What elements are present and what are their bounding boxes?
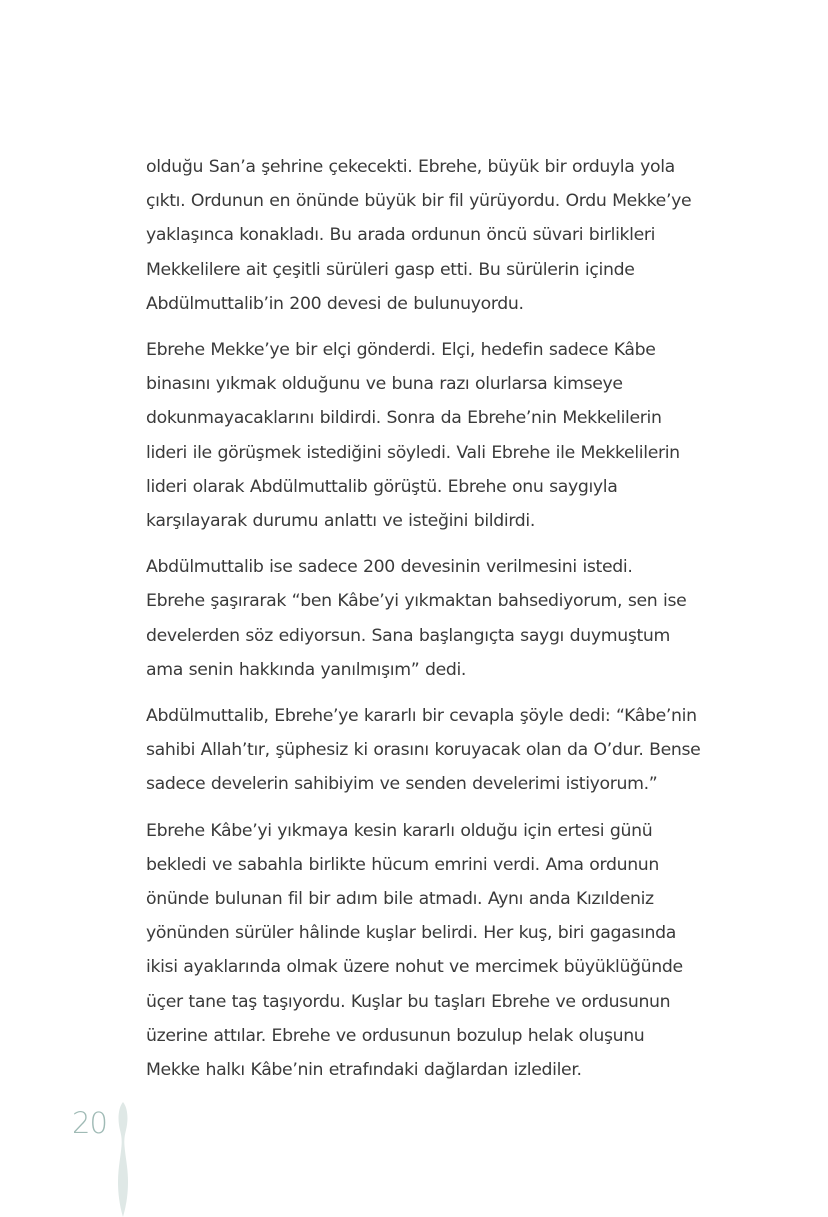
text-line: yaklaşınca konakladı. Bu arada ordunun öncü süvari birlikleri bbox=[146, 225, 656, 246]
text-line: dokunmayacaklarını bildirdi. Sonra da Ebrehe’nin Mekkelilerin bbox=[146, 408, 662, 429]
page-number: 20 bbox=[72, 1106, 107, 1140]
text-line: sadece develerin sahibiyim ve senden develerimi istiyorum.” bbox=[146, 774, 658, 795]
text-line: Ebrehe şaşırarak “ben Kâbe’yi yıkmaktan bahsediyorum, sen ise bbox=[146, 591, 687, 612]
text-line: Abdülmuttalib, Ebrehe’ye kararlı bir cevapla şöyle dedi: “Kâbe’nin bbox=[146, 706, 697, 727]
paragraph-4 bbox=[146, 699, 701, 802]
text-line: binasını yıkmak olduğunu ve buna razı olurlarsa kimseye bbox=[146, 374, 623, 395]
text-line: bekledi ve sabahla birlikte hücum emrini verdi. Ama ordunun bbox=[146, 854, 660, 875]
paragraph-5 bbox=[146, 814, 691, 1088]
text-line: yönünden sürüler hâlinde kuşlar belirdi. Her kuş, biri gagasında bbox=[146, 923, 676, 944]
paragraph-2 bbox=[146, 333, 691, 538]
text-line: Abdülmuttalib ise sadece 200 devesinin verilmesini istedi. bbox=[146, 557, 633, 578]
body-text bbox=[146, 150, 701, 1099]
text-line: Mekkelilere ait çeşitli sürüleri gasp etti. Bu sürülerin içinde bbox=[146, 259, 635, 280]
text-line: karşılayarak durumu anlattı ve isteğini bildirdi. bbox=[146, 511, 535, 532]
text-line: develerden söz ediyorsun. Sana başlangıçta saygı duymuştum bbox=[146, 625, 671, 646]
page-ornament-icon bbox=[113, 1102, 133, 1217]
text-line: lideri ile görüşmek istediğini söyledi. Vali Ebrehe ile Mekkelilerin bbox=[146, 442, 680, 463]
paragraph-1 bbox=[146, 150, 691, 321]
text-line: lideri olarak Abdülmuttalib görüştü. Ebrehe onu saygıyla bbox=[146, 476, 618, 497]
text-line: Mekke halkı Kâbe’nin etrafındaki dağlardan izlediler. bbox=[146, 1060, 582, 1081]
text-line: olduğu San’a şehrine çekecekti. Ebrehe, büyük bir orduyla yola bbox=[146, 157, 675, 177]
text-line: ikisi ayaklarında olmak üzere nohut ve mercimek büyüklüğünde bbox=[146, 957, 683, 978]
text-line: Ebrehe Mekke’ye bir elçi gönderdi. Elçi, hedefin sadece Kâbe bbox=[146, 340, 656, 361]
text-line: sahibi Allah’tır, şüphesiz ki orasını koruyacak olan da O’dur. Bense bbox=[146, 740, 701, 761]
text-line: Abdülmuttalib’in 200 devesi de bulunuyordu. bbox=[146, 293, 524, 314]
text-line: önünde bulunan fil bir adım bile atmadı. Aynı anda Kızıldeniz bbox=[146, 889, 654, 910]
text-line: Ebrehe Kâbe’yi yıkmaya kesin kararlı olduğu için ertesi günü bbox=[146, 820, 653, 841]
text-line: ama senin hakkında yanılmışım” dedi. bbox=[146, 659, 467, 680]
text-line: üçer tane taş taşıyordu. Kuşlar bu taşları Ebrehe ve ordusunun bbox=[146, 991, 671, 1012]
paragraph-3 bbox=[146, 550, 691, 687]
text-line: üzerine attılar. Ebrehe ve ordusunun bozulup helak oluşunu bbox=[146, 1025, 645, 1046]
text-line: çıktı. Ordunun en önünde büyük bir fil yürüyordu. Ordu Mekke’ye bbox=[146, 191, 692, 212]
